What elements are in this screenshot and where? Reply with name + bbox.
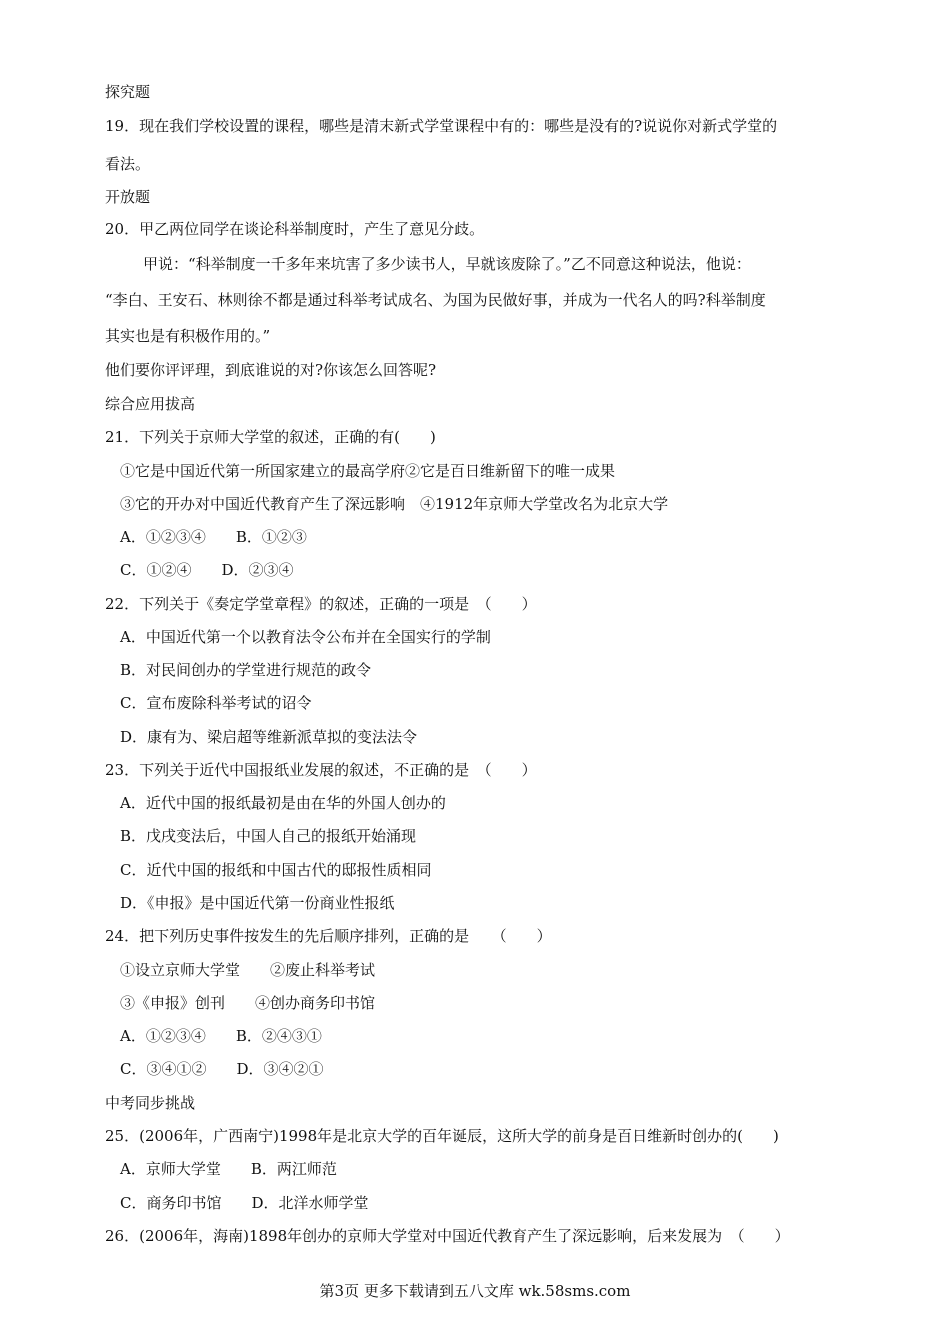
question-23: 23．下列关于近代中国报纸业发展的叙述，不正确的是 （ ） (105, 761, 537, 779)
question-26: 26．(2006年，海南)1898年创办的京师大学堂对中国近代教育产生了深远影响，后来发展为 （ ） (105, 1227, 790, 1245)
question-24-events-line2: ③《申报》创刊 ④创办商务印书馆 (120, 994, 376, 1012)
question-25-options-cd: C．商务印书馆 D．北洋水师学堂 (120, 1194, 369, 1212)
question-24-events-line1: ①设立京师大学堂 ②废止科举考试 (120, 961, 376, 979)
question-21-statement-line2: ③它的开办对中国近代教育产生了深远影响 ④1912年京师大学堂改名为北京大学 (120, 495, 669, 513)
question-22-option-d: D．康有为、梁启超等维新派草拟的变法法令 (120, 728, 418, 746)
question-25: 25．(2006年，广西南宁)1998年是北京大学的百年诞辰，这所大学的前身是百日维新时创办的( ) (105, 1127, 779, 1145)
question-20-paragraph-line2: “李白、王安石、林则徐不都是通过科举考试成名、为国为民做好事，并成为一代名人的吗?科举制度 (105, 291, 766, 309)
question-20-prompt: 他们要你评评理，到底谁说的对?你该怎么回答呢? (105, 361, 437, 379)
question-23-option-d: D．《申报》是中国近代第一份商业性报纸 (120, 894, 395, 912)
question-23-option-c: C．近代中国的报纸和中国古代的邸报性质相同 (120, 861, 432, 879)
question-20: 20．甲乙两位同学在谈论科举制度时，产生了意见分歧。 (105, 220, 485, 238)
question-20-paragraph-line1: 甲说：“科举制度一千多年来坑害了多少读书人，早就该废除了。”乙不同意这种说法，他说： (143, 255, 751, 273)
section-heading-exam: 中考同步挑战 (105, 1094, 196, 1112)
question-20-paragraph-line3: 其实也是有积极作用的。” (105, 327, 271, 345)
question-24-options-cd: C．③④①② D．③④②① (120, 1060, 324, 1078)
question-24: 24．把下列历史事件按发生的先后顺序排列，正确的是 （ ） (105, 927, 552, 945)
question-25-options-ab: A．京师大学堂 B．两江师范 (120, 1160, 337, 1178)
question-23-option-b: B．戊戌变法后，中国人自己的报纸开始涌现 (120, 827, 417, 845)
question-21-statement-line1: ①它是中国近代第一所国家建立的最高学府②它是百日维新留下的唯一成果 (120, 462, 616, 480)
question-21: 21．下列关于京师大学堂的叙述，正确的有( ) (105, 428, 436, 446)
question-19: 19．现在我们学校设置的课程，哪些是清末新式学堂课程中有的：哪些是没有的?说说你对新式学堂的 (105, 117, 778, 135)
page-footer: 第3页 更多下载请到五八文库 wk.58sms.com (319, 1282, 631, 1300)
question-19-continued: 看法。 (105, 155, 151, 173)
section-heading-applied: 综合应用拔高 (105, 395, 196, 413)
question-21-options-ab: A．①②③④ B．①②③ (120, 528, 307, 546)
section-heading-explore: 探究题 (105, 83, 151, 101)
question-22: 22．下列关于《奏定学堂章程》的叙述，正确的一项是 （ ） (105, 595, 537, 613)
question-22-option-a: A．中国近代第一个以教育法令公布并在全国实行的学制 (120, 628, 491, 646)
question-24-options-ab: A．①②③④ B．②④③① (120, 1027, 322, 1045)
question-21-options-cd: C．①②④ D．②③④ (120, 561, 294, 579)
section-heading-open: 开放题 (105, 188, 151, 206)
question-22-option-c: C．宣布废除科举考试的诏令 (120, 694, 312, 712)
question-22-option-b: B．对民间创办的学堂进行规范的政令 (120, 661, 372, 679)
question-23-option-a: A．近代中国的报纸最初是由在华的外国人创办的 (120, 794, 446, 812)
